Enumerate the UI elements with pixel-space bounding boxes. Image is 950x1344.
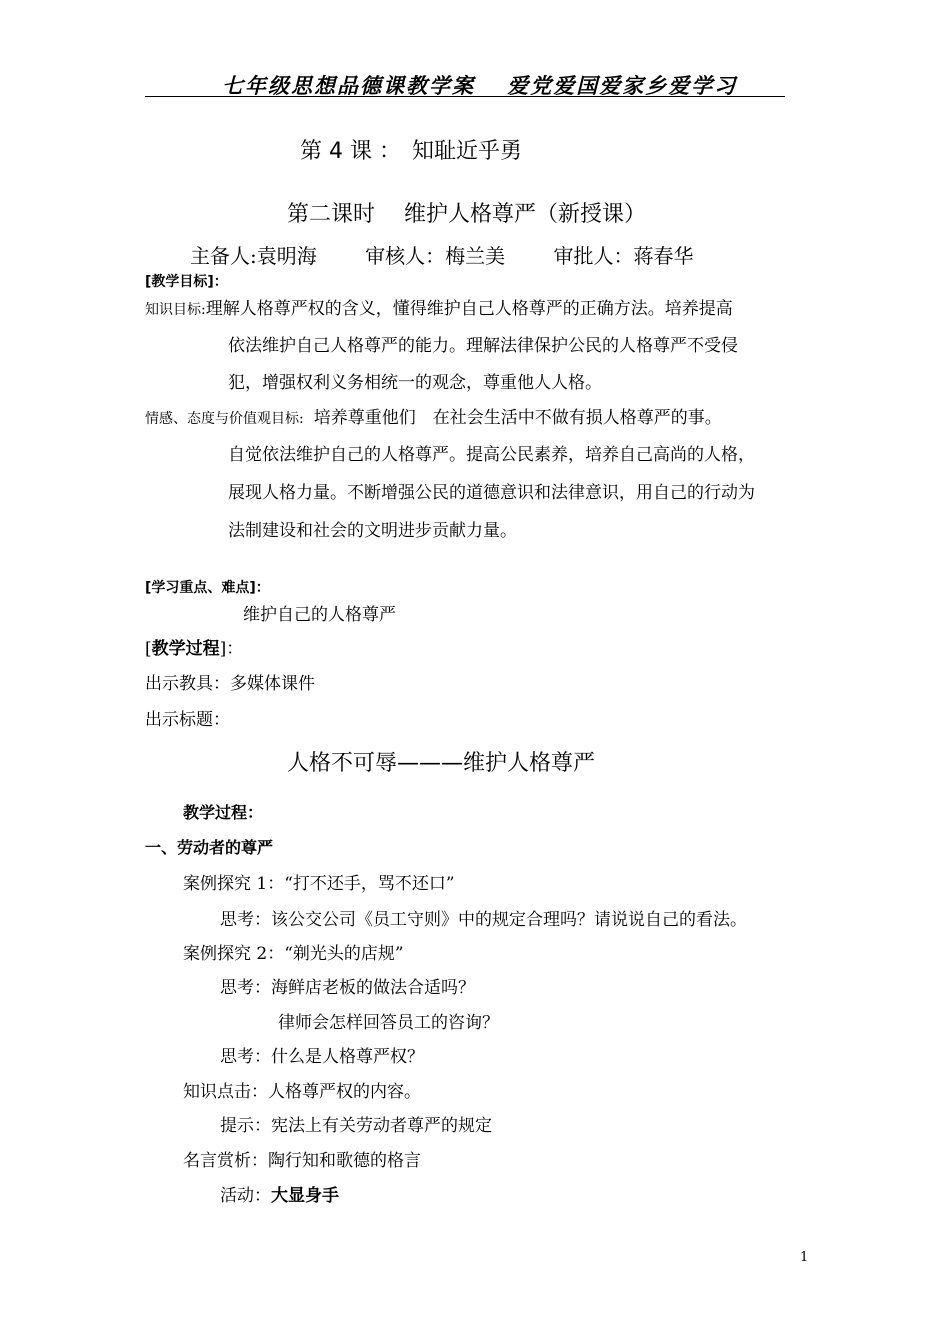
emotion-line: 自觉依法维护自己的人格尊严。提高公民素养，培养自己高尚的人格， <box>228 445 755 465</box>
emotion-label: 情感、态度与价值观目标: <box>145 411 304 427</box>
knowledge-click: 知识点击：人格尊严权的内容。 <box>183 1082 421 1102</box>
reviewer: 审核人：梅兰美 <box>365 244 506 268</box>
quote-appreciation: 名言赏析：陶行知和歌德的格言 <box>183 1151 421 1171</box>
page-header: 七年级思想品德课教学案 爱党爱国爱家乡爱学习 <box>222 74 738 98</box>
knowledge-label: 知识目标: <box>145 302 206 318</box>
preparer: 主备人:袁明海 <box>190 244 317 268</box>
page-number: 1 <box>800 1250 809 1265</box>
process-heading <box>145 634 243 659</box>
emotion-objective <box>145 403 722 428</box>
process-heading-bold: 教学过程 <box>151 639 220 659</box>
bracket: ]： <box>219 639 244 659</box>
hint: 提示：宪法上有关劳动者尊严的规定 <box>220 1116 492 1136</box>
think-3: 思考：什么是人格尊严权？ <box>220 1047 424 1067</box>
emotion-line: 展现人格力量。不断增强公民的道德意识和法律意识，用自己的行动为 <box>228 483 755 503</box>
case-2: 案例探究 2：“剃光头的店规” <box>183 944 404 964</box>
section-title: 第二课时 维护人格尊严（新授课） <box>287 202 646 227</box>
keypoints-text: 维护自己的人格尊严 <box>243 605 396 625</box>
header-divider <box>145 96 785 97</box>
lesson-title: 第 4 课 ： 知耻近乎勇 <box>300 139 522 164</box>
approver: 审批人：蒋春华 <box>553 244 694 268</box>
think-2b: 律师会怎样回答员工的咨询？ <box>278 1013 499 1033</box>
activity-label: 活动： <box>220 1186 271 1206</box>
main-title: 人格不可辱———维护人格尊严 <box>287 751 596 776</box>
bracket: [ <box>145 639 152 659</box>
show-title-label: 出示标题： <box>145 710 230 730</box>
think-2a: 思考：海鲜店老板的做法合适吗？ <box>220 978 475 998</box>
think-1: 思考：该公交公司《员工守则》中的规定合理吗？请说说自己的看法。 <box>220 910 747 930</box>
staff-line <box>190 240 693 269</box>
knowledge-line: 理解人格尊严权的含义，懂得维护自己人格尊严的正确方法。培养提高 <box>205 299 733 319</box>
case-1: 案例探究 1：“打不还手，骂不还口” <box>183 874 455 894</box>
knowledge-line: 依法维护自己人格尊严的能力。理解法律保护公民的人格尊严不受侵 <box>228 336 738 356</box>
keypoints-heading: [学习重点、难点]： <box>145 580 270 596</box>
activity <box>220 1181 339 1206</box>
emotion-line: 法制建设和社会的文明进步贡献力量。 <box>228 521 517 541</box>
activity-value: 大显身手 <box>271 1186 339 1206</box>
objectives-heading: [教学目标]： <box>145 274 228 290</box>
knowledge-objective <box>145 294 733 319</box>
emotion-line: 培养尊重他们 在社会生活中不做有损人格尊严的事。 <box>313 408 722 428</box>
teaching-process-label: 教学过程： <box>183 803 264 822</box>
knowledge-line: 犯，增强权利义务相统一的观念，尊重他人人格。 <box>228 373 602 393</box>
part-heading: 一、劳动者的尊严 <box>145 838 274 857</box>
teaching-tools: 出示教具：多媒体课件 <box>145 674 315 694</box>
